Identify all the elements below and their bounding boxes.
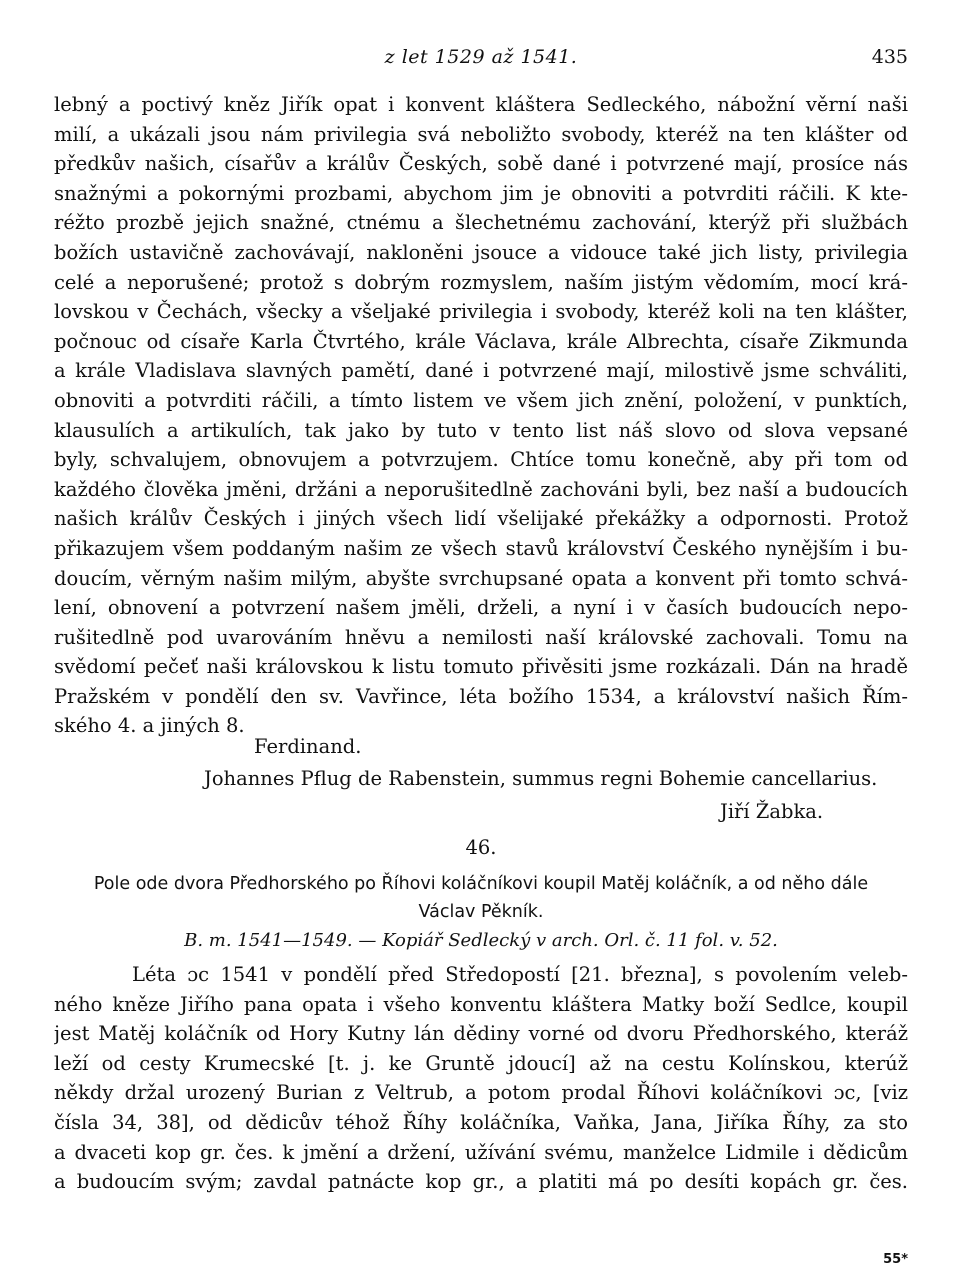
text-line: lovskou v Čechách, všecky a všeljaké privilegia i svobody, kteréž koli na ten klášter, [54,300,908,324]
text-line: a budoucím svým; zavdal patnácte kop gr., a platiti má po desíti kopách gr. čes. [54,1170,908,1194]
text-line: svědomí pečeť naši královskou k listu tomuto přivěsiti jsme rozkázali. Dán na hradě [54,655,908,679]
document-source: B. m. 1541—1549. — Kopiář Sedlecký v arch. Orl. č. 11 fol. v. 52. [184,930,778,951]
text-line: a krále Vladislava slavných pamětí, dané i potvrzené mají, milostivě jsme schváliti, [54,359,908,383]
text-line: ného kněze Jiřího pana opata i všeho konventu kláštera Matky boží Sedlce, koupil [54,992,908,1016]
running-head [54,46,908,76]
signature-ferdinand: Ferdinand. [254,735,362,758]
signature-mark: 55* [883,1252,908,1267]
text-line: lení, obnovení a potvrzení našem jměli, drželi, a nyní i v časích budoucích nepo- [54,596,908,620]
text-line: snažnými a pokornými prozbami, abychom jim je obnoviti a potvrditi ráčili. K kte- [54,181,908,205]
text-line: byly, schvalujem, obnovujem a potvrzujem. Chtíce tomu konečně, aby při tom od [54,448,908,472]
text-line: celé a neporušené; protož s dobrým rozmyslem, naším jistým vědomím, mocí krá- [54,270,908,294]
text-line: réžto prozbě jejich snažné, ctnému a šlechetnému zachování, kterýž při službách [54,211,908,235]
text-line: a dvaceti kop gr. čes. k jmění a držení, užívání svému, manželce Lidmile i dědicům [54,1140,908,1164]
text-line: počnouc od císaře Karla Čtvrtého, krále Václava, krále Albrechta, císaře Zikmunda [54,329,908,353]
text-line: lebný a poctivý kněz Jiřík opat i konvent kláštera Sedleckého, nábožní věrní naši [54,93,908,116]
text-line: leží od cesty Krumecské [t. j. ke Gruntě jdoucí] až na cestu Kolínskou, kterúž [54,1051,908,1075]
text-line: každého člověka jměni, držáni a neporušitedlně zachováni byli, bez naší a budoucích [54,477,908,501]
document-title [54,870,908,926]
running-title: z let 1529 až 1541. [384,46,578,68]
text-line: božích ustavičně zachovávají, nakloněni jsouce a vidouce také jich listy, privilegia [54,240,908,264]
signature-chancellor: Johannes Pflug de Rabenstein, summus regni Bohemie cancellarius. [204,767,878,790]
document-title-line: Václav Pěkník. [418,902,544,922]
document-number: 46. [465,836,497,859]
text-line: ského 4. a jiných 8. [54,714,245,738]
document-title-line: Pole ode dvora Předhorského po Říhovi koláčníkovi koupil Matěj koláčník, a od něho dále [93,874,869,894]
text-line: jest Matěj koláčník od Hory Kutny lán dědiny vorné od dvoru Předhorského, kteráž [54,1022,908,1046]
text-line: předkův našich, císařův a králův Českých, sobě dané i potvrzené mají, prosíce nás [54,152,908,176]
text-line: doucím, věrným našim milým, abyšte svrchupsané opata a konvent při tomto schvá- [54,566,908,590]
charter-text [54,90,908,741]
document-text [54,960,908,1197]
text-line: rušitedlně pod uvarováním hněvu a nemilosti naší královské zachovali. Tomu na [54,625,908,649]
text-line: Pražském v pondělí den sv. Vavřince, léta božího 1534, a království našich Řím- [54,684,908,708]
text-line: někdy držal urozený Burian z Veltrub, a potom prodal Říhovi koláčníkovi ɔc, [viz [54,1081,908,1105]
page-number: 435 [871,46,908,68]
text-line: našich králův Českých i jiných všech lidí všelijaké překážky a odpornosti. Protož [54,507,908,531]
text-line: klausulích a artikulích, tak jako by tuto v tento list náš slovo od slova vepsané [54,418,908,442]
signature-secretary: Jiří Žabka. [720,800,824,823]
text-line: milí, a ukázali jsou nám privilegia svá neboližto svobody, kteréž na ten klášter od [54,122,908,146]
text-line: Léta ɔc 1541 v pondělí před Středopostí [21. března], s povolením veleb- [132,963,908,986]
text-line: čísla 34, 38], od dědicův téhož Říhy koláčníka, Vaňka, Jana, Jiříka Říhy, za sto [54,1110,908,1134]
text-line: obnoviti a potvrditi ráčili, a tímto listem ve všem jich znění, položení, v punktích, [54,388,908,412]
text-line: přikazujem všem poddaným našim ze všech stavů království Českého nynějším i bu- [54,536,908,560]
